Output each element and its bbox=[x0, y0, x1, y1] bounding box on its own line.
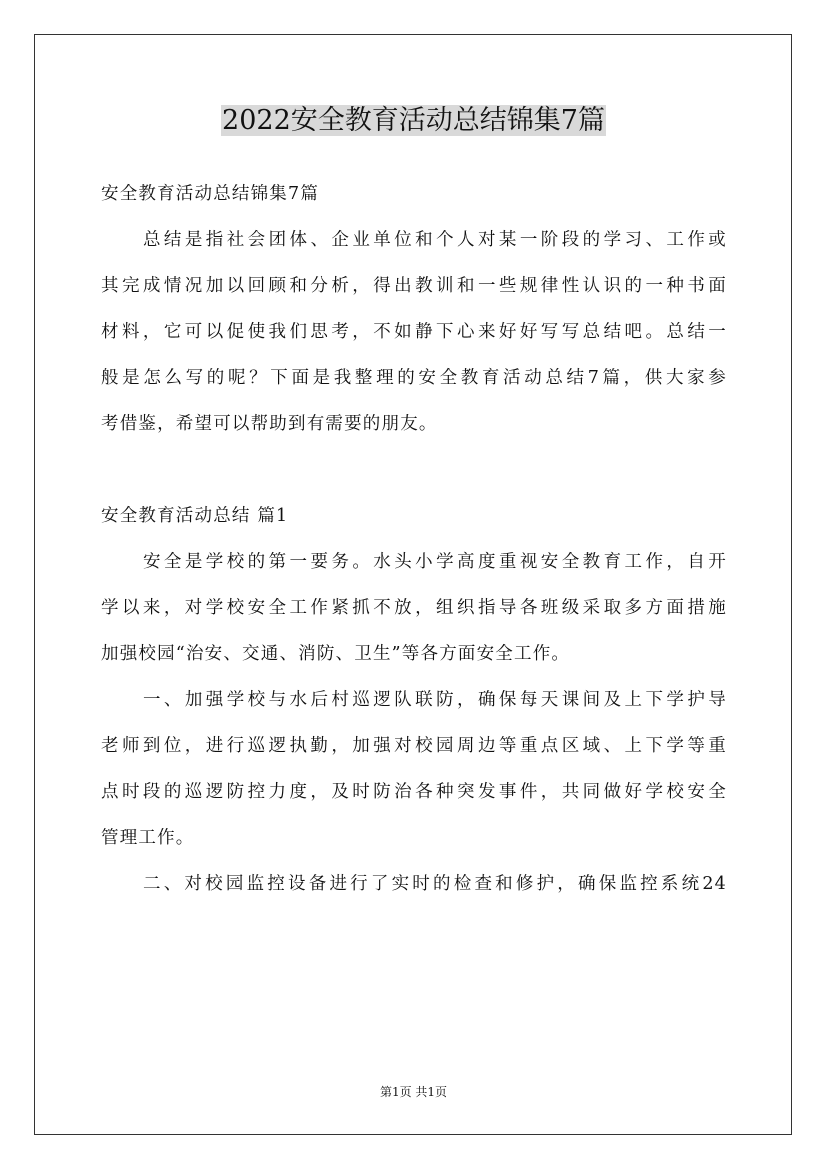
spacer bbox=[101, 447, 727, 493]
paragraph-line: 加强校园“治安、交通、消防、卫生”等各方面安全工作。 bbox=[101, 644, 571, 664]
paragraph-line: 材料，它可以促使我们思考，不如静下心来好好写写总结吧。总结一 bbox=[101, 322, 727, 342]
paragraph-line: 管理工作。 bbox=[101, 828, 195, 848]
paragraph-line: 考借鉴，希望可以帮助到有需要的朋友。 bbox=[101, 414, 438, 434]
paragraph-line: 学以来，对学校安全工作紧抓不放，组织指导各班级采取多方面措施 bbox=[101, 598, 727, 618]
document-title-text: 2022安全教育活动总结锦集7篇 bbox=[222, 105, 605, 136]
section-heading: 安全教育活动总结 篇1 bbox=[101, 506, 289, 526]
page-footer: 第1页 共1页 bbox=[379, 1085, 448, 1099]
document-title bbox=[0, 101, 827, 141]
paragraph-line: 一、加强学校与水后村巡逻队联防，确保每天课间及上下学护导 bbox=[143, 690, 727, 710]
paragraph-line: 其完成情况加以回顾和分析，得出教训和一些规律性认识的一种书面 bbox=[101, 276, 727, 296]
document-body bbox=[101, 171, 727, 907]
paragraph-line: 点时段的巡逻防控力度，及时防治各种突发事件，共同做好学校安全 bbox=[101, 782, 727, 802]
paragraph-line: 老师到位，进行巡逻执勤，加强对校园周边等重点区域、上下学等重 bbox=[101, 736, 727, 756]
paragraph-line: 安全是学校的第一要务。水头小学高度重视安全教育工作，自开 bbox=[143, 552, 727, 572]
paragraph-line: 总结是指社会团体、企业单位和个人对某一阶段的学习、工作或 bbox=[143, 230, 727, 250]
paragraph-line: 般是怎么写的呢？下面是我整理的安全教育活动总结7篇，供大家参 bbox=[101, 368, 727, 388]
subtitle: 安全教育活动总结锦集7篇 bbox=[101, 184, 320, 204]
paragraph-line: 二、对校园监控设备进行了实时的检查和修护，确保监控系统24 bbox=[143, 874, 727, 894]
